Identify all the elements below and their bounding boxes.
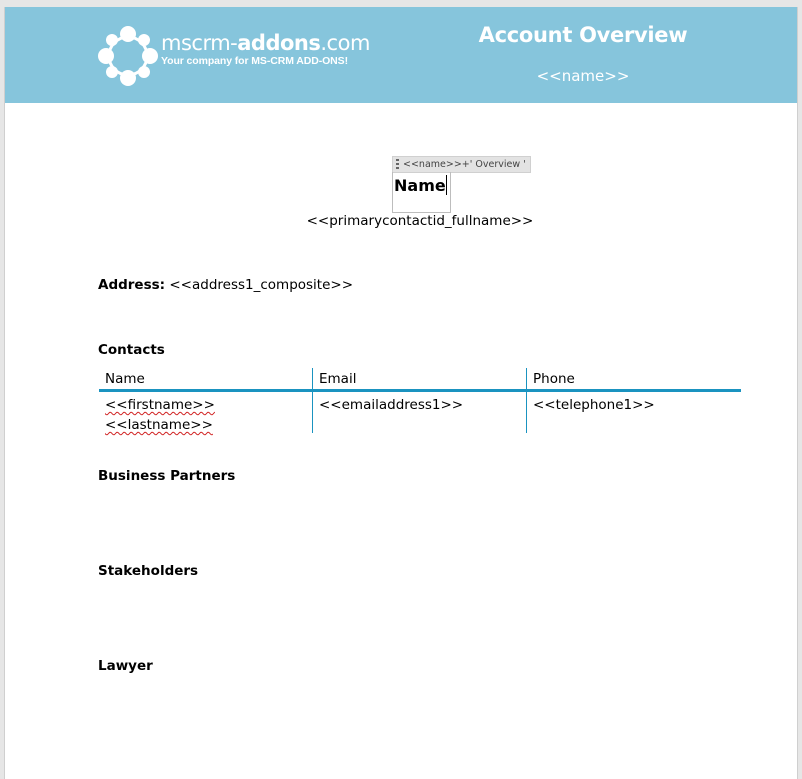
address-value[interactable]: <<address1_composite>>	[169, 277, 354, 293]
header-band	[5, 7, 797, 103]
lastname-field: <<lastname>>	[105, 417, 213, 433]
table-header-rule	[99, 389, 741, 392]
company-logo	[97, 25, 387, 85]
business-partners-heading: Business Partners	[98, 468, 236, 484]
content-control-tag[interactable]	[392, 156, 531, 173]
column-divider	[526, 368, 527, 433]
firstname-field: <<firstname>>	[105, 397, 215, 413]
content-control-text[interactable]: Name	[394, 176, 446, 195]
address-line	[98, 277, 353, 293]
table-cell-name[interactable]	[105, 395, 215, 435]
primary-contact-value: <<primarycontactid_fullname>>	[306, 213, 534, 229]
column-header-phone: Phone	[533, 371, 575, 387]
table-cell-phone[interactable]: <<telephone1>>	[533, 397, 655, 413]
lawyer-heading: Lawyer	[98, 658, 153, 674]
column-divider	[312, 368, 313, 433]
header-title: Account Overview	[478, 23, 688, 47]
logo-name: mscrm-addons.com	[161, 31, 370, 55]
text-caret	[446, 175, 447, 195]
column-header-name: Name	[105, 371, 145, 387]
logo-mark-icon	[97, 25, 159, 87]
table-cell-email[interactable]: <<emailaddress1>>	[319, 397, 464, 413]
content-control-tag-label: <<name>>+' Overview '	[403, 159, 526, 170]
logo-tagline: Your company for MS-CRM ADD-ONS!	[161, 55, 348, 67]
logo-wordmark	[161, 31, 370, 67]
drag-handle-icon[interactable]	[396, 159, 399, 170]
contacts-table	[99, 368, 741, 433]
primary-contact-field[interactable]	[305, 213, 535, 229]
document-page	[4, 7, 798, 779]
contacts-heading: Contacts	[98, 342, 165, 358]
column-header-email: Email	[319, 371, 357, 387]
stakeholders-heading: Stakeholders	[98, 563, 199, 579]
address-label: Address:	[98, 277, 166, 293]
header-name-placeholder[interactable]: <<name>>	[536, 67, 630, 85]
